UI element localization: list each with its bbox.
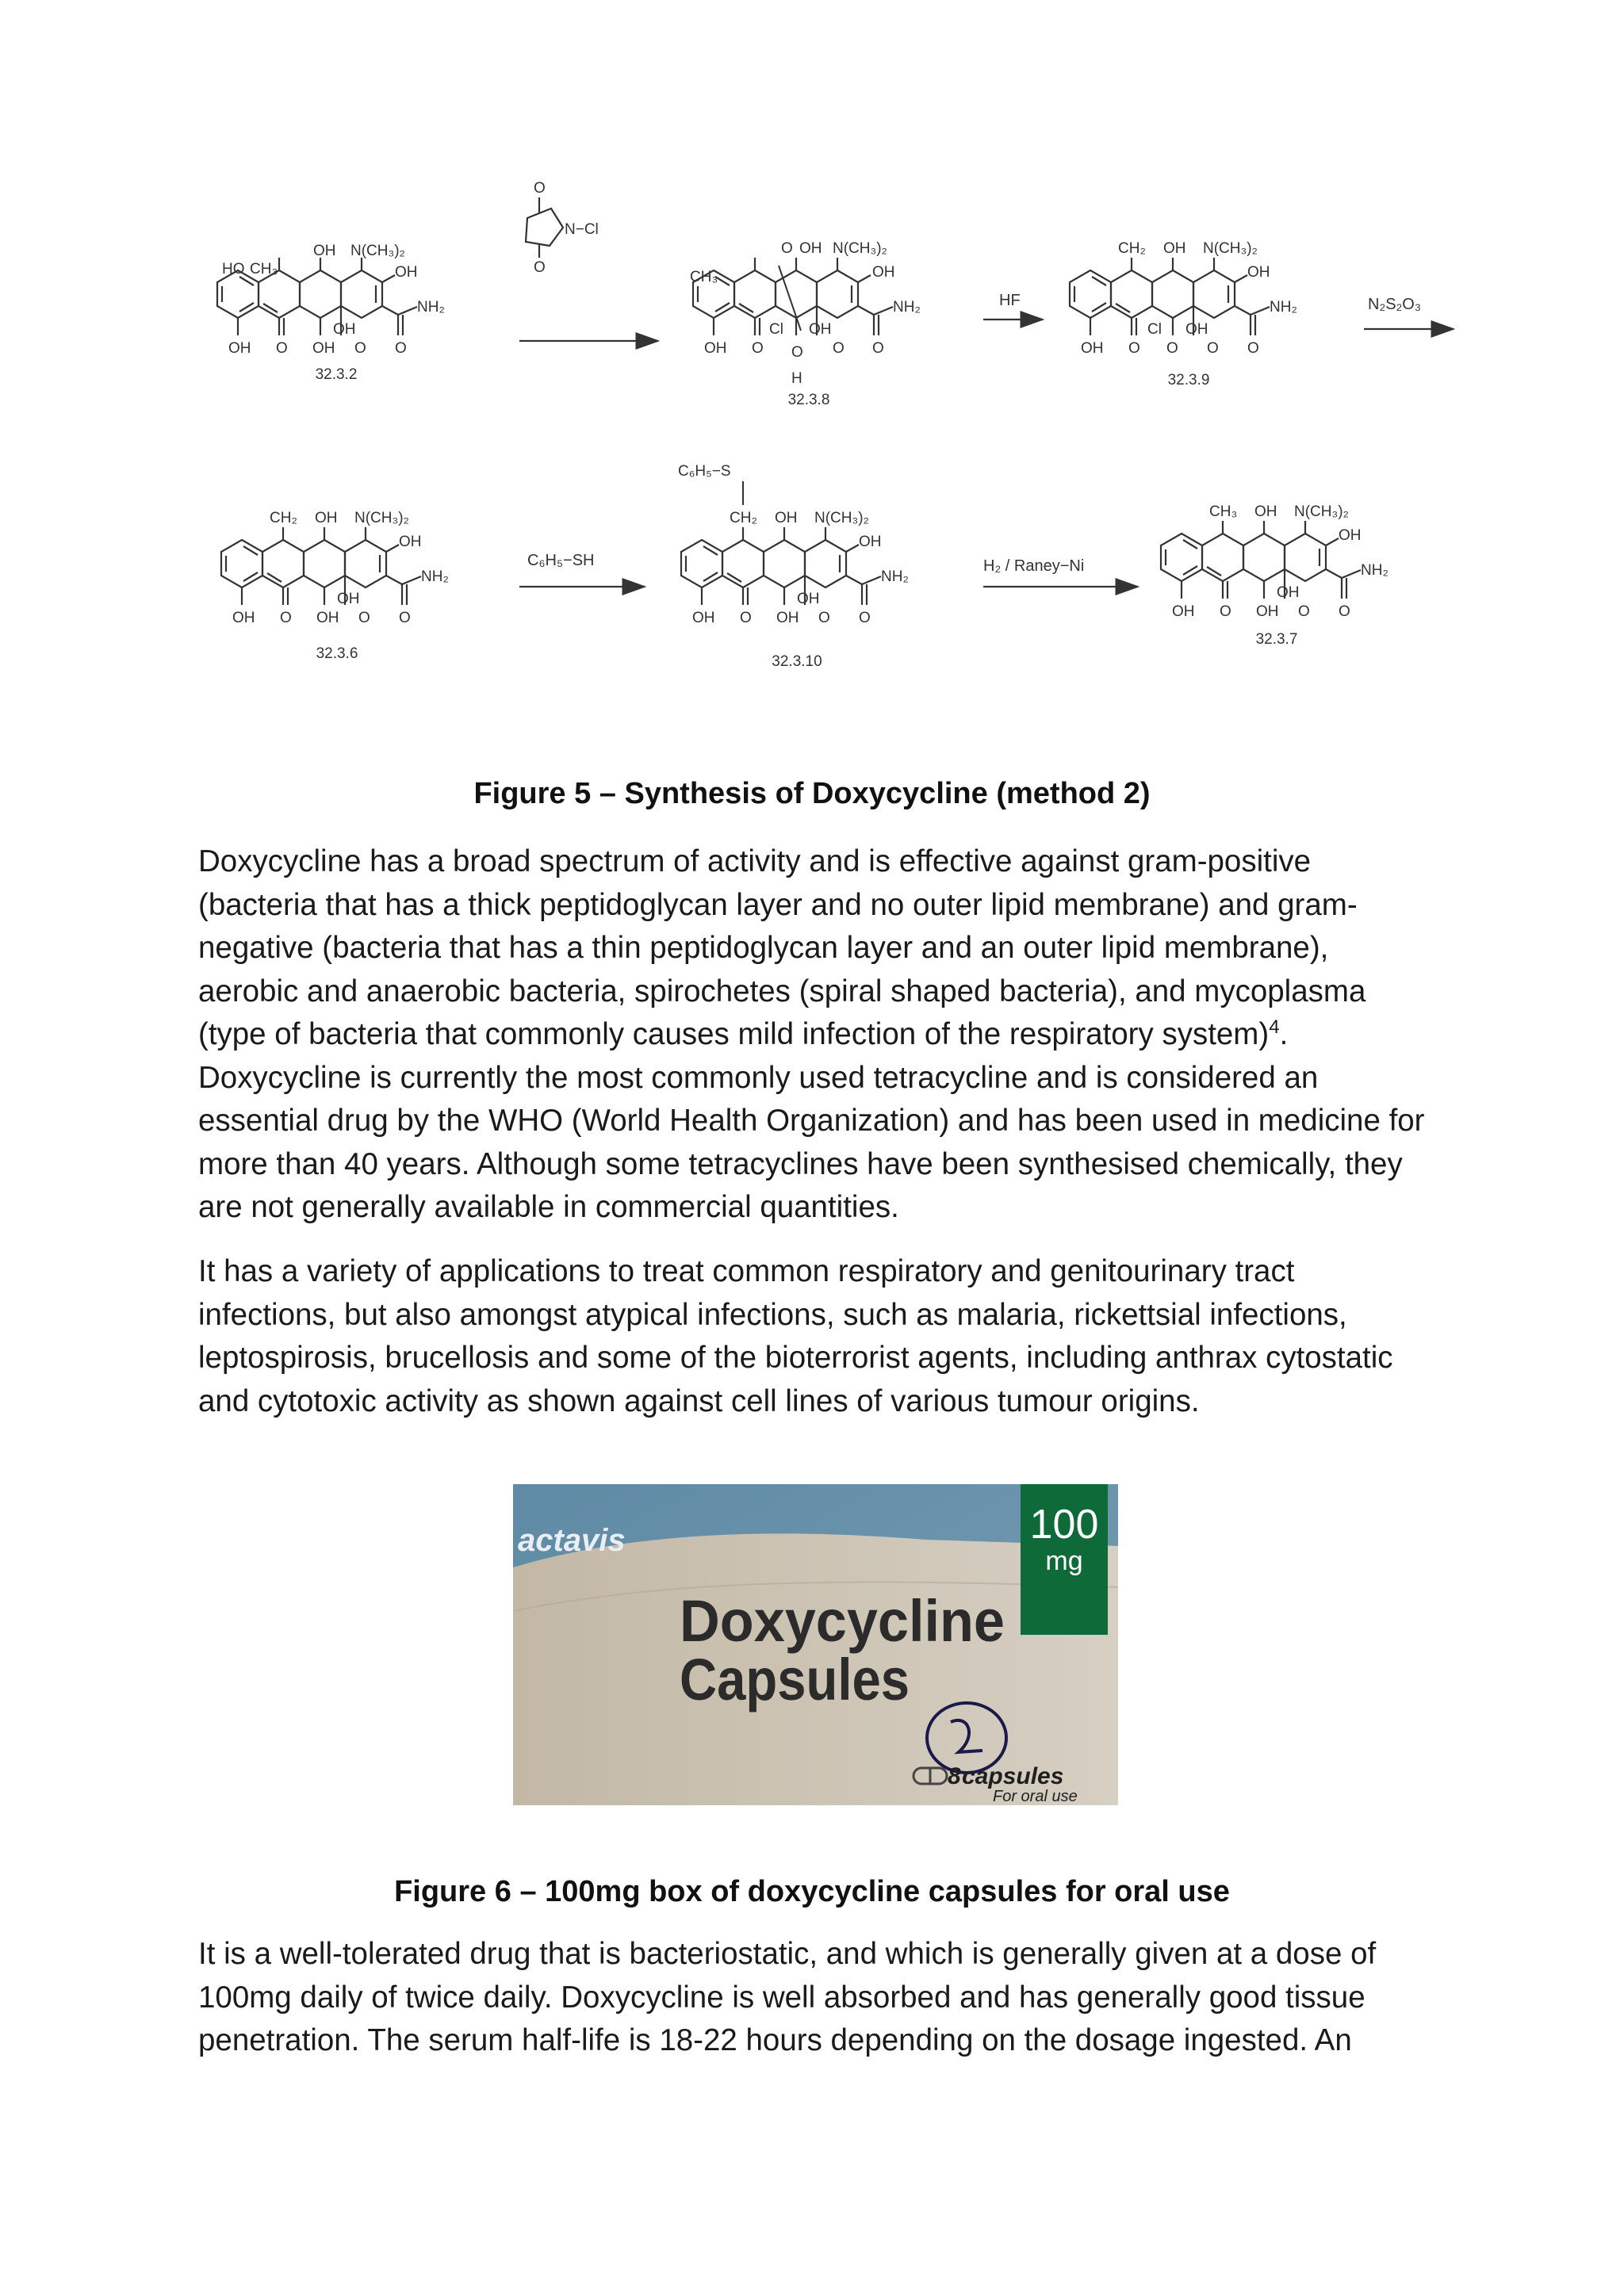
group-label: OH	[228, 340, 251, 357]
group-label: OH	[776, 610, 799, 626]
reagent-label: H₂ / Raney−Ni	[983, 557, 1085, 575]
group-label: Cl	[1147, 321, 1162, 338]
group-label: O	[859, 610, 871, 626]
citation-superscript: 4	[1269, 1016, 1280, 1039]
group-label: HO	[222, 261, 245, 277]
group-label: OH	[1163, 240, 1186, 257]
group-label: C₆H₅−S	[678, 463, 731, 480]
group-label: O	[354, 340, 366, 357]
group-label: OH	[872, 264, 895, 281]
group-label: O	[752, 340, 764, 357]
group-label: OH	[1172, 603, 1195, 620]
group-label: N(CH₃)₂	[354, 510, 409, 526]
paragraph-text: Doxycycline has a broad spectrum of activity and is effective against gram-positive (bacteria that has a thick peptidoglycan layer and no outer lipid membrane) and gram-negative (bacteria that has a thin peptidoglycan layer and an outer lipid membrane), aerobic and anaerobic bacteria, spirochetes (spiral shaped bacteria), and mycoplasma (type of bacteria that commonly causes mild infection of the respiratory system)	[198, 844, 1366, 1051]
group-label: OH	[809, 321, 832, 338]
group-label: N(CH₃)₂	[1294, 503, 1349, 520]
reagent-label: C₆H₅−SH	[527, 552, 595, 569]
group-label: O	[534, 259, 546, 276]
group-label: NH₂	[1361, 562, 1388, 579]
group-label: H	[791, 370, 802, 387]
strength-unit: mg	[1045, 1546, 1083, 1576]
paragraph-spectrum	[198, 840, 1435, 1230]
group-label: O	[276, 340, 288, 357]
group-label: N(CH₃)₂	[814, 510, 869, 526]
group-label: OH	[312, 340, 335, 357]
group-label: OH	[1277, 584, 1300, 601]
group-label: OH	[316, 610, 339, 626]
group-label: OH	[1339, 527, 1362, 544]
group-label: CH₂	[270, 510, 297, 526]
group-label: CH₃	[690, 269, 718, 285]
group-label: OH	[704, 340, 727, 357]
group-label: OH	[1185, 321, 1208, 338]
group-label: OH	[775, 510, 798, 526]
group-label: O	[1339, 603, 1350, 620]
group-label: O	[1128, 340, 1140, 357]
group-label: O	[358, 610, 370, 626]
doxycycline-box-photo	[513, 1484, 1118, 1805]
group-label: O	[1207, 340, 1219, 357]
compound-32-3-7	[1161, 503, 1388, 648]
reagent-n-chlorosuccinimide	[526, 180, 599, 276]
product-name-line-1: Doxycycline	[680, 1588, 1005, 1654]
group-label: OH	[692, 610, 715, 626]
group-label: O	[534, 180, 546, 197]
group-label: N(CH₃)₂	[833, 240, 887, 257]
reagent-label: HF	[999, 292, 1021, 309]
group-label: N(CH₃)₂	[350, 243, 405, 259]
group-label: O	[399, 610, 411, 626]
group-label: OH	[315, 510, 338, 526]
compound-32-3-10	[678, 463, 909, 670]
group-label: OH	[337, 591, 360, 607]
route-label: For oral use	[993, 1788, 1078, 1805]
group-label: O	[818, 610, 830, 626]
compound-32-3-6	[221, 510, 449, 662]
capsule-count: 8	[948, 1763, 961, 1789]
group-label: O	[280, 610, 292, 626]
compound-label: 32.3.2	[315, 366, 358, 383]
group-label: NH₂	[893, 299, 921, 316]
group-label: OH	[797, 591, 820, 607]
brand-logo: actavis	[518, 1523, 626, 1558]
synthesis-scheme	[202, 178, 1467, 733]
box-illustration	[513, 1484, 1118, 1805]
group-label: O	[833, 340, 845, 357]
group-label: O	[1166, 340, 1178, 357]
group-label: Cl	[769, 321, 783, 338]
group-label: O	[1298, 603, 1310, 620]
group-label: NH₂	[881, 568, 909, 585]
group-label: OH	[859, 534, 882, 550]
compound-label: 32.3.8	[787, 392, 830, 408]
reagent-label: N−Cl	[565, 221, 599, 238]
group-label: O	[872, 340, 884, 357]
group-label: OH	[399, 534, 422, 550]
compound-label: 32.3.9	[1167, 372, 1210, 388]
group-label: CH₃	[250, 261, 278, 277]
group-label: OH	[333, 321, 356, 338]
group-label: OH	[395, 264, 418, 281]
group-label: O	[791, 344, 803, 361]
group-label: OH	[1256, 603, 1279, 620]
group-label: OH	[232, 610, 255, 626]
compound-32-3-2	[217, 243, 445, 383]
group-label: O	[1220, 603, 1231, 620]
group-label: OH	[313, 243, 336, 259]
capsule-count-label: capsules	[962, 1763, 1064, 1789]
strength-value: 100	[1029, 1502, 1099, 1548]
compound-label: 32.3.6	[316, 645, 358, 662]
group-label: NH₂	[1270, 299, 1297, 316]
compound-label: 32.3.7	[1255, 631, 1298, 648]
group-label: O	[1247, 340, 1259, 357]
paragraph-text: . Doxycycline is currently the most commonly used tetracycline and is considered an essential drug by the WHO (World Health Organization) and has been used in medicine for more than 40 years. Although some tetracyclines have been synthesised chemically, they are not generally available in commercial quantities.	[198, 1017, 1425, 1224]
group-label: CH₂	[730, 510, 757, 526]
reagent-label: N₂S₂O₃	[1368, 296, 1422, 313]
group-label: NH₂	[421, 568, 449, 585]
group-label: OH	[1081, 340, 1104, 357]
group-label: CH₂	[1118, 240, 1146, 257]
group-label: OH	[1254, 503, 1277, 520]
group-label: O	[781, 240, 793, 257]
group-label: NH₂	[417, 299, 445, 316]
group-label: OH	[1247, 264, 1270, 281]
paragraph-tolerability: It is a well-tolerated drug that is bacteriostatic, and which is generally given at a dose of 100mg daily of twice daily. Doxycycline is well absorbed and has generally good tissue penetration. The serum half-life is 18-22 hours depending on the dosage ingested. An	[198, 1937, 1377, 2057]
compound-label: 32.3.10	[772, 653, 822, 670]
product-name-line-2: Capsules	[680, 1647, 910, 1712]
group-label: N(CH₃)₂	[1203, 240, 1258, 257]
group-label: O	[740, 610, 752, 626]
group-label: CH₃	[1209, 503, 1238, 520]
group-label: O	[395, 340, 407, 357]
paragraph-applications: It has a variety of applications to treat common respiratory and genitourinary tract infections, but also amongst atypical infections, such as malaria, rickettsial infections, leptospirosis, brucellosis and some of the bioterrorist agents, including anthrax cytostatic and cytotoxic activity as shown against cell lines of various tumour origins.	[198, 1254, 1393, 1418]
group-label: OH	[799, 240, 822, 257]
figure-6-caption: Figure 6 – 100mg box of doxycycline capsules for oral use	[394, 1875, 1230, 1908]
compound-32-3-8	[690, 240, 921, 408]
compound-32-3-9	[1070, 240, 1297, 388]
figure-5-caption: Figure 5 – Synthesis of Doxycycline (method 2)	[473, 777, 1151, 810]
